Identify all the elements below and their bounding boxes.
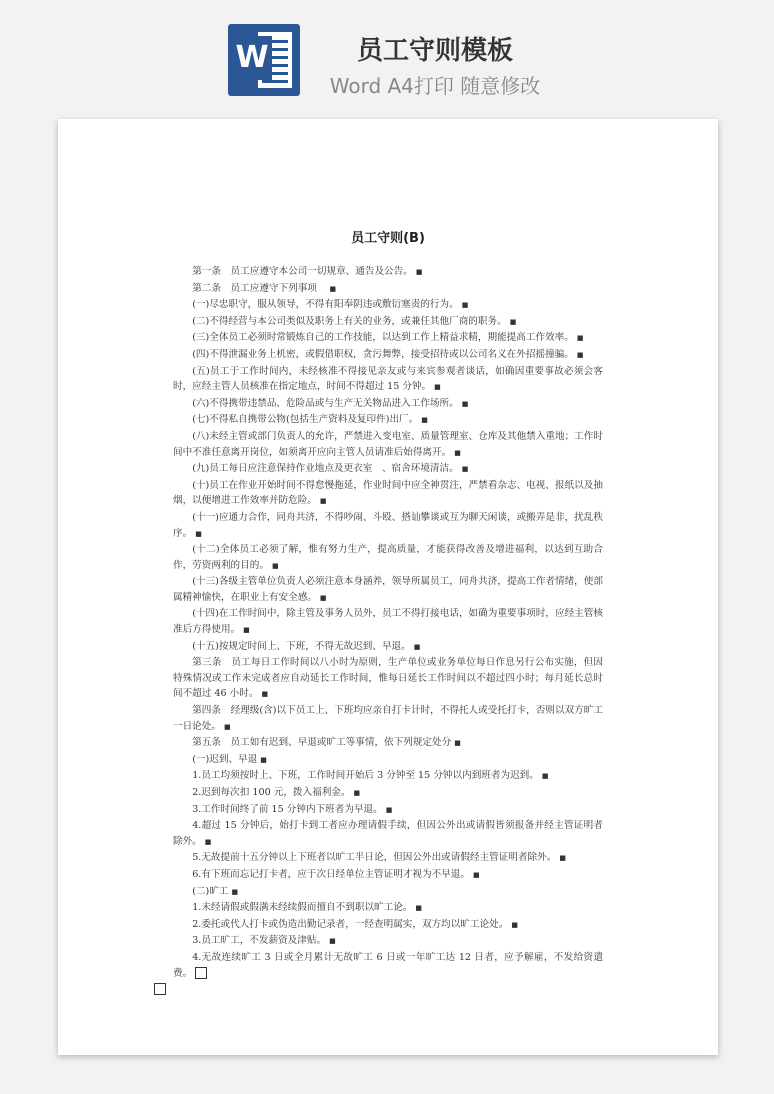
paragraph-mark: ■ <box>472 870 480 879</box>
header-subtitle: Word A4打印 随意修改 <box>329 74 541 98</box>
paragraph-mark: ■ <box>353 789 361 797</box>
document-paragraph <box>173 900 603 917</box>
paragraph-text: 2.迟到每次扣 100 元，拨入福利金。 <box>192 787 351 798</box>
paragraph-text: 1.员工均须按时上、下班，工作时间开始后 3 分钟至 15 分钟以内到班者为迟到。 <box>192 770 539 782</box>
document-body <box>173 264 603 997</box>
document-paragraph <box>173 330 603 347</box>
paragraph-text: (四)不得泄漏业务上机密，或假借职权，贪污舞弊，接受招待或以公司名义在外招摇撞骗。 <box>192 348 574 360</box>
paragraph-text: 第一条 员工应遵守本公司一切规章、通告及公告。 <box>192 266 413 277</box>
paragraph-mark: ■ <box>415 268 423 276</box>
header-title: 员工守则模板 <box>356 36 513 66</box>
paragraph-mark: ■ <box>413 642 421 651</box>
paragraph-text: 1.未经请假或假满未经续假而擅自不到职以旷工论。 <box>192 902 413 914</box>
document-paragraph <box>173 510 603 542</box>
document-paragraph <box>173 639 603 656</box>
paragraph-text: (八)未经主管或部门负责人的允许，严禁进入变电室、质量管理室、仓库及其他禁入重地；工作时间中不准任意离开岗位，如须离开应向主管人员请准后始得离开。 <box>173 430 603 458</box>
paragraph-text: 2.委托或代人打卡或伪造出勤记录者，一经查明属实，双方均以旷工论处。 <box>192 918 509 930</box>
paragraph-text: 第四条 经理级(含)以下员工上、下班均应亲自打卡计时，不得托人或受托打卡，否则以双方旷工一日论处。 <box>173 705 603 732</box>
paragraph-mark: ■ <box>319 593 327 602</box>
document-paragraph <box>173 917 603 934</box>
document-paragraph <box>173 574 603 606</box>
paragraph-text: 4.无故连续旷工 3 日或全月累计无故旷工 6 日或一年旷工达 12 日者，应予解雇，不发给资遣费。 <box>173 951 603 979</box>
paragraph-text: (三)全体员工必须时常锻炼自己的工作技能，以达到工作上精益求精，期能提高工作效率。 <box>192 332 574 344</box>
paragraph-mark: ■ <box>454 448 461 457</box>
document-paragraph <box>173 818 603 850</box>
empty-box-icon <box>154 983 166 995</box>
paragraph-mark: ■ <box>559 854 566 863</box>
document-title: 员工守则(B) <box>351 231 425 246</box>
paragraph-mark: ■ <box>223 722 231 731</box>
paragraph-mark: ■ <box>243 626 250 635</box>
paragraph-mark: ■ <box>385 805 393 814</box>
paragraph-mark: ■ <box>260 755 267 764</box>
paragraph-text: (十三)各级主管单位负责人必须注意本身涵养，领导所属员工，同舟共济，提高工作者情绪，使部属精神愉快，在职业上有安全感。 <box>173 576 603 603</box>
word-document-icon <box>228 24 300 96</box>
paragraph-text: 3.员工旷工，不发薪资及津贴。 <box>192 935 327 947</box>
paragraph-mark: ■ <box>319 497 327 506</box>
document-paragraph <box>173 281 603 298</box>
paragraph-text: (十一)应通力合作，同舟共济，不得吵闹、斗殴、搭讪攀谈或互为聊天闲谈，或搬弄是非，扰乱秩序。 <box>173 511 603 539</box>
document-paragraph <box>173 461 603 478</box>
paragraph-mark: ■ <box>261 690 269 699</box>
paragraph-mark: ■ <box>421 416 428 425</box>
document-paragraph <box>173 364 603 396</box>
document-page <box>58 119 718 1055</box>
document-paragraph <box>173 412 603 429</box>
document-paragraph <box>173 950 603 981</box>
paragraph-text: (一)尽忠职守，服从领导，不得有阳奉阴违或敷衍塞责的行为。 <box>192 299 459 311</box>
document-paragraph <box>173 785 603 802</box>
paragraph-mark: ■ <box>231 887 239 896</box>
paragraph-text: (二)旷工 <box>192 885 229 897</box>
document-paragraph <box>173 933 603 950</box>
paragraph-text: 第五条 员工如有迟到、早退或旷工等事情，依下列规定处分 <box>192 737 452 749</box>
document-paragraph <box>173 314 603 331</box>
paragraph-text: (六)不得携带违禁品、危险品或与生产无关物品进入工作场所。 <box>192 397 459 409</box>
paragraph-text: (十二)全体员工必须了解，惟有努力生产，提高质量，才能获得改善及增进福利，以达到互助合作，劳资两利的目的。 <box>173 544 603 571</box>
document-paragraph <box>173 396 603 413</box>
page-header <box>0 0 774 110</box>
document-paragraph <box>173 606 603 638</box>
paragraph-mark: ■ <box>541 772 549 781</box>
document-paragraph <box>173 264 603 281</box>
document-paragraph <box>173 655 603 703</box>
paragraph-mark: ■ <box>204 837 212 846</box>
document-paragraph <box>173 542 603 574</box>
paragraph-text: (五)员工于工作时间内，未经核准不得接见亲友或与来宾参观者谈话，如确因重要事故必须会客时，应经主管人员核准在指定地点，时间不得超过 15 分钟。 <box>173 365 603 393</box>
paragraph-mark: ■ <box>509 317 517 326</box>
paragraph-mark: ■ <box>415 904 423 913</box>
empty-box-icon <box>195 967 207 979</box>
word-icon-letter: W <box>232 36 272 80</box>
paragraph-text: (十)员工在作业开始时间不得怠慢拖延，作业时间中应全神贯注，严禁看杂志、电视、报纸以及抽烟，以便增进工作效率并防危险。 <box>173 479 603 507</box>
paragraph-text: (七)不得私自携带公物(包括生产资料及复印件)出厂。 <box>192 414 419 426</box>
document-paragraph <box>173 478 603 510</box>
paragraph-mark: ■ <box>461 301 469 310</box>
paragraph-mark: ■ <box>271 561 279 570</box>
document-paragraph <box>173 752 603 769</box>
paragraph-text: 第三条 员工每日工作时间以八小时为原则，生产单位或业务单位每日作息另行公布实施，但因特殊情况或工作未完成者应自动延长工作时间，惟每日延长工作时间以不超过四小时；每月延长总时间不超过 46 小时。 <box>173 657 603 700</box>
paragraph-text: 6.有下班而忘记打卡者，应于次日经单位主管证明才视为不早退。 <box>192 868 470 880</box>
paragraph-mark: ■ <box>329 937 336 946</box>
paragraph-text: 3.工作时间终了前 15 分钟内下班者为早退。 <box>192 803 383 815</box>
paragraph-text: (十五)按规定时间上、下班，不得无故迟到、早退。 <box>192 640 411 652</box>
word-icon-line <box>262 80 288 83</box>
document-paragraph <box>173 347 603 364</box>
paragraph-text: 第二条 员工应遵守下列事项 <box>192 282 327 294</box>
paragraph-mark: ■ <box>511 920 518 929</box>
document-paragraph <box>173 867 603 884</box>
paragraph-mark: ■ <box>576 350 584 359</box>
paragraph-text: (一)迟到、早退 <box>192 753 258 765</box>
document-paragraph <box>173 884 603 901</box>
paragraph-text: 5.无故提前十五分钟以上下班者以旷工半日论，但因公外出或请假经主管证明者除外。 <box>192 852 557 864</box>
paragraph-text: (十四)在工作时间中，除主管及事务人员外，员工不得打接电话，如确为重要事项时，应经主管核准后方得使用。 <box>173 608 603 636</box>
paragraph-text: (九)员工每日应注意保持作业地点及更衣室 、宿舍环境清洁。 <box>192 463 459 475</box>
document-paragraph <box>173 768 603 785</box>
paragraph-text: 4.超过 15 分钟后，始打卡到工者应办理请假手续，但因公外出或请假皆须报备并经主管证明者除外。 <box>173 820 603 847</box>
document-paragraph <box>173 297 603 314</box>
document-paragraph <box>173 429 603 461</box>
paragraph-mark: ■ <box>329 284 337 293</box>
paragraph-mark: ■ <box>576 334 584 343</box>
paragraph-mark: ■ <box>195 529 202 538</box>
empty-paragraph <box>151 981 603 997</box>
paragraph-mark: ■ <box>461 465 469 474</box>
paragraph-mark: ■ <box>434 383 441 392</box>
document-paragraph <box>173 703 603 735</box>
document-paragraph <box>173 802 603 819</box>
paragraph-mark: ■ <box>454 739 461 748</box>
document-paragraph <box>173 850 603 867</box>
paragraph-text: (二)不得经营与本公司类似及职务上有关的业务，或兼任其他厂商的职务。 <box>192 315 507 327</box>
document-paragraph <box>173 735 603 752</box>
paragraph-mark: ■ <box>461 399 469 408</box>
